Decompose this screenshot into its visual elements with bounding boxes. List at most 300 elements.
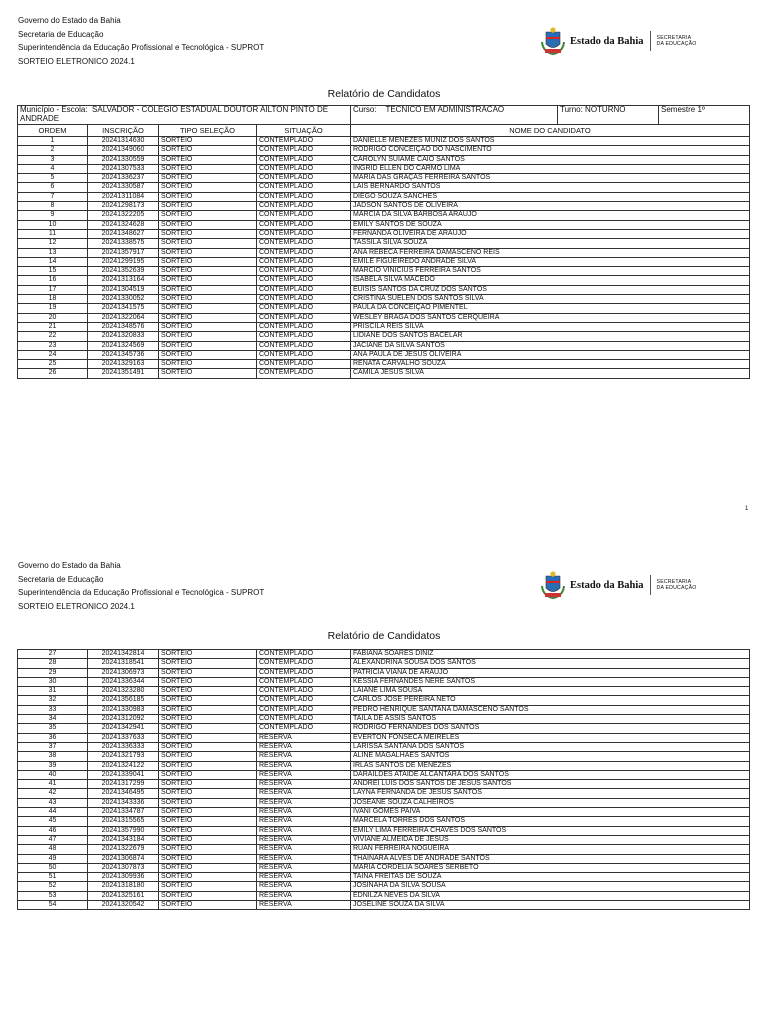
situacao-cell: CONTEMPLADO bbox=[257, 164, 351, 173]
situacao-cell: CONTEMPLADO bbox=[257, 677, 351, 686]
situacao-cell: RESERVA bbox=[257, 891, 351, 900]
inscricao-cell: 20241299195 bbox=[88, 257, 159, 266]
inscricao-cell: 20241334787 bbox=[88, 808, 159, 817]
tipo-cell: SORTEIO bbox=[159, 369, 257, 378]
table-row bbox=[18, 687, 750, 696]
ordem-cell: 33 bbox=[18, 705, 88, 714]
inscricao-cell: 20241330587 bbox=[88, 183, 159, 192]
situacao-cell: RESERVA bbox=[257, 854, 351, 863]
ordem-cell: 11 bbox=[18, 229, 88, 238]
tipo-cell: SORTEIO bbox=[159, 742, 257, 751]
tipo-cell: SORTEIO bbox=[159, 659, 257, 668]
inscricao-cell: 20241317299 bbox=[88, 780, 159, 789]
tipo-cell: SORTEIO bbox=[159, 752, 257, 761]
nome-cell: VIVIANE ALMEIDA DE JESUS bbox=[351, 835, 750, 844]
tipo-cell: SORTEIO bbox=[159, 360, 257, 369]
situacao-cell: RESERVA bbox=[257, 789, 351, 798]
situacao-cell: RESERVA bbox=[257, 808, 351, 817]
inscricao-cell: 20241306874 bbox=[88, 854, 159, 863]
nome-cell: EMILY LIMA FERREIRA CHAVES DOS SANTOS bbox=[351, 826, 750, 835]
situacao-cell: CONTEMPLADO bbox=[257, 650, 351, 659]
header-government: Governo do Estado da Bahia bbox=[18, 561, 121, 570]
header-draw-name: SORTEIO ELETRONICO 2024.1 bbox=[18, 601, 135, 611]
tipo-cell: SORTEIO bbox=[159, 276, 257, 285]
ordem-cell: 25 bbox=[18, 360, 88, 369]
tipo-cell: SORTEIO bbox=[159, 677, 257, 686]
nome-cell: LARISSA SANTANA DOS SANTOS bbox=[351, 742, 750, 751]
situacao-cell: RESERVA bbox=[257, 845, 351, 854]
ordem-cell: 23 bbox=[18, 341, 88, 350]
nome-cell: JADSON SANTOS DE OLIVEIRA bbox=[351, 202, 750, 211]
situacao-cell: RESERVA bbox=[257, 835, 351, 844]
ordem-cell: 14 bbox=[18, 257, 88, 266]
inscricao-cell: 20241336237 bbox=[88, 174, 159, 183]
nome-cell: ALINE MAGALHAES SANTOS bbox=[351, 752, 750, 761]
nome-cell: EMILE FIGUEIREDO ANDRADE SILVA bbox=[351, 257, 750, 266]
tipo-cell: SORTEIO bbox=[159, 183, 257, 192]
inscricao-cell: 20241330983 bbox=[88, 705, 159, 714]
nome-cell: MARIA CORDELIA SOARES SERBETO bbox=[351, 863, 750, 872]
ordem-cell: 38 bbox=[18, 752, 88, 761]
situacao-cell: CONTEMPLADO bbox=[257, 715, 351, 724]
situacao-cell: CONTEMPLADO bbox=[257, 257, 351, 266]
ordem-cell: 15 bbox=[18, 267, 88, 276]
situacao-cell: CONTEMPLADO bbox=[257, 360, 351, 369]
page-number: 1 bbox=[745, 506, 749, 512]
document-header bbox=[18, 14, 264, 68]
table-row bbox=[18, 668, 750, 677]
situacao-cell: CONTEMPLADO bbox=[257, 687, 351, 696]
nome-cell: JOSINAHA DA SILVA SOUSA bbox=[351, 882, 750, 891]
ordem-cell: 32 bbox=[18, 696, 88, 705]
situacao-cell: CONTEMPLADO bbox=[257, 285, 351, 294]
nome-cell: JOSEANE SOUZA CALHEIROS bbox=[351, 798, 750, 807]
inscricao-cell: 20241351491 bbox=[88, 369, 159, 378]
inscricao-cell: 20241356185 bbox=[88, 696, 159, 705]
table-row bbox=[18, 770, 750, 779]
tipo-cell: SORTEIO bbox=[159, 901, 257, 910]
ordem-cell: 27 bbox=[18, 650, 88, 659]
inscricao-cell: 20241314630 bbox=[88, 137, 159, 146]
table-row bbox=[18, 677, 750, 686]
inscricao-cell: 20241322679 bbox=[88, 845, 159, 854]
tipo-cell: SORTEIO bbox=[159, 696, 257, 705]
nome-cell: THAINARA ALVES DE ANDRADE SANTOS bbox=[351, 854, 750, 863]
tipo-cell: SORTEIO bbox=[159, 202, 257, 211]
situacao-cell: CONTEMPLADO bbox=[257, 239, 351, 248]
document-header bbox=[18, 559, 264, 613]
ordem-cell: 3 bbox=[18, 155, 88, 164]
ordem-cell: 10 bbox=[18, 220, 88, 229]
tipo-cell: SORTEIO bbox=[159, 845, 257, 854]
inscricao-cell: 20241357917 bbox=[88, 248, 159, 257]
ordem-cell: 51 bbox=[18, 873, 88, 882]
nome-cell: LAIANE LIMA SOUSA bbox=[351, 687, 750, 696]
situacao-cell: CONTEMPLADO bbox=[257, 174, 351, 183]
table-row bbox=[18, 854, 750, 863]
nome-cell: FABIANA SOARES DINIZ bbox=[351, 650, 750, 659]
ordem-cell: 24 bbox=[18, 350, 88, 359]
table-row bbox=[18, 192, 750, 201]
situacao-cell: CONTEMPLADO bbox=[257, 304, 351, 313]
tipo-cell: SORTEIO bbox=[159, 650, 257, 659]
nome-cell: TAILA DE ASSIS SANTOS bbox=[351, 715, 750, 724]
table-meta-row bbox=[18, 106, 750, 125]
tipo-cell: SORTEIO bbox=[159, 826, 257, 835]
table-row bbox=[18, 845, 750, 854]
inscricao-cell: 20241324628 bbox=[88, 220, 159, 229]
situacao-cell: RESERVA bbox=[257, 901, 351, 910]
ordem-cell: 9 bbox=[18, 211, 88, 220]
table-column-headers bbox=[18, 125, 750, 137]
nome-cell: DARAILDES ATAIDE ALCÂNTARA DOS SANTOS bbox=[351, 770, 750, 779]
table-row bbox=[18, 211, 750, 220]
situacao-cell: CONTEMPLADO bbox=[257, 220, 351, 229]
nome-cell: RODRIGO FERNANDES DOS SANTOS bbox=[351, 724, 750, 733]
table-row bbox=[18, 798, 750, 807]
tipo-cell: SORTEIO bbox=[159, 332, 257, 341]
nome-cell: TASSILA SILVA SOUZA bbox=[351, 239, 750, 248]
table-row bbox=[18, 220, 750, 229]
nome-cell: JOSELINE SOUZA DA SILVA bbox=[351, 901, 750, 910]
table-row bbox=[18, 873, 750, 882]
situacao-cell: CONTEMPLADO bbox=[257, 192, 351, 201]
situacao-cell: CONTEMPLADO bbox=[257, 211, 351, 220]
logo-divider bbox=[650, 575, 651, 595]
nome-cell: ANA REBECA FERREIRA DAMASCENO REIS bbox=[351, 248, 750, 257]
situacao-cell: CONTEMPLADO bbox=[257, 369, 351, 378]
situacao-cell: RESERVA bbox=[257, 826, 351, 835]
inscricao-cell: 20241348576 bbox=[88, 322, 159, 331]
inscricao-cell: 20241345736 bbox=[88, 350, 159, 359]
nome-cell: LIDIANE DOS SANTOS BACELAR bbox=[351, 332, 750, 341]
tipo-cell: SORTEIO bbox=[159, 835, 257, 844]
ordem-cell: 22 bbox=[18, 332, 88, 341]
ordem-cell: 26 bbox=[18, 369, 88, 378]
inscricao-cell: 20241318541 bbox=[88, 659, 159, 668]
nome-cell: ISABELA SILVA MACEDO bbox=[351, 276, 750, 285]
tipo-cell: SORTEIO bbox=[159, 211, 257, 220]
situacao-cell: CONTEMPLADO bbox=[257, 724, 351, 733]
inscricao-cell: 20241322205 bbox=[88, 211, 159, 220]
inscricao-cell: 20241352639 bbox=[88, 267, 159, 276]
situacao-cell: RESERVA bbox=[257, 761, 351, 770]
situacao-cell: CONTEMPLADO bbox=[257, 295, 351, 304]
tipo-cell: SORTEIO bbox=[159, 808, 257, 817]
inscricao-cell: 20241309936 bbox=[88, 873, 159, 882]
ordem-cell: 35 bbox=[18, 724, 88, 733]
tipo-cell: SORTEIO bbox=[159, 350, 257, 359]
ordem-cell: 20 bbox=[18, 313, 88, 322]
header-draw-name: SORTEIO ELETRONICO 2024.1 bbox=[18, 56, 135, 66]
nome-cell: MARCELA TORRES DOS SANTOS bbox=[351, 817, 750, 826]
nome-cell: RODRIGO CONCEIÇÃO DO NASCIMENTO bbox=[351, 146, 750, 155]
ordem-cell: 17 bbox=[18, 285, 88, 294]
logo-state-name: Estado da Bahia bbox=[570, 579, 644, 591]
nome-cell: PAULA DA CONCEIÇÃO PIMENTEL bbox=[351, 304, 750, 313]
tipo-cell: SORTEIO bbox=[159, 668, 257, 677]
ordem-cell: 8 bbox=[18, 202, 88, 211]
situacao-cell: CONTEMPLADO bbox=[257, 659, 351, 668]
situacao-cell: RESERVA bbox=[257, 798, 351, 807]
nome-cell: CRISTINA SUELEN DOS SANTOS SILVA bbox=[351, 295, 750, 304]
ordem-cell: 48 bbox=[18, 845, 88, 854]
tipo-cell: SORTEIO bbox=[159, 192, 257, 201]
nome-cell: WESLEY BRAGA DOS SANTOS CERQUEIRA bbox=[351, 313, 750, 322]
logo-divider bbox=[650, 31, 651, 51]
nome-cell: DANIELLE MENEZES MUNIZ DOS SANTOS bbox=[351, 137, 750, 146]
nome-cell: CARLOS JOSE PEREIRA NETO bbox=[351, 696, 750, 705]
nome-cell: MARCIO VINICIUS FERREIRA SANTOS bbox=[351, 267, 750, 276]
inscricao-cell: 20241307533 bbox=[88, 164, 159, 173]
inscricao-cell: 20241337633 bbox=[88, 733, 159, 742]
situacao-cell: CONTEMPLADO bbox=[257, 696, 351, 705]
table-row bbox=[18, 891, 750, 900]
table-row bbox=[18, 742, 750, 751]
inscricao-cell: 20241320833 bbox=[88, 332, 159, 341]
nome-cell: EUISIS SANTOS DA CRUZ DOS SANTOS bbox=[351, 285, 750, 294]
situacao-cell: CONTEMPLADO bbox=[257, 146, 351, 155]
header-government: Governo do Estado da Bahia bbox=[18, 16, 121, 25]
tipo-cell: SORTEIO bbox=[159, 285, 257, 294]
tipo-cell: SORTEIO bbox=[159, 220, 257, 229]
nome-cell: PEDRO HENRIQUE SANTANA DAMASCENO SANTOS bbox=[351, 705, 750, 714]
table-row bbox=[18, 322, 750, 331]
table-row bbox=[18, 304, 750, 313]
ordem-cell: 18 bbox=[18, 295, 88, 304]
shift-cell: Turno: NOTURNO bbox=[558, 106, 659, 125]
table-row bbox=[18, 155, 750, 164]
tipo-cell: SORTEIO bbox=[159, 257, 257, 266]
inscricao-cell: 20241322064 bbox=[88, 313, 159, 322]
nome-cell: RENATA CARVALHO SOUZA bbox=[351, 360, 750, 369]
table-row bbox=[18, 248, 750, 257]
ordem-cell: 1 bbox=[18, 137, 88, 146]
table-row bbox=[18, 257, 750, 266]
nome-cell: DIEGO SOUZA SANCHES bbox=[351, 192, 750, 201]
inscricao-cell: 20241318180 bbox=[88, 882, 159, 891]
report-page-2 bbox=[0, 556, 768, 1024]
table-row bbox=[18, 789, 750, 798]
table-row bbox=[18, 733, 750, 742]
nome-cell: KESSIA FERNANDES NERE SANTOS bbox=[351, 677, 750, 686]
tipo-cell: SORTEIO bbox=[159, 174, 257, 183]
situacao-cell: CONTEMPLADO bbox=[257, 313, 351, 322]
header-superintendency: Superintendência da Educação Profissional e Tecnológica - SUPROT bbox=[18, 588, 265, 597]
tipo-cell: SORTEIO bbox=[159, 687, 257, 696]
table-row bbox=[18, 164, 750, 173]
situacao-cell: CONTEMPLADO bbox=[257, 183, 351, 192]
table-row bbox=[18, 835, 750, 844]
inscricao-cell: 20241336333 bbox=[88, 742, 159, 751]
ordem-cell: 45 bbox=[18, 817, 88, 826]
table-row bbox=[18, 696, 750, 705]
nome-cell: EDNILZA NEVES DA SILVA bbox=[351, 891, 750, 900]
table-row bbox=[18, 659, 750, 668]
situacao-cell: RESERVA bbox=[257, 770, 351, 779]
situacao-cell: CONTEMPLADO bbox=[257, 276, 351, 285]
nome-cell: INGRID ELLEN DO CARMO LIMA bbox=[351, 164, 750, 173]
inscricao-cell: 20241313164 bbox=[88, 276, 159, 285]
nome-cell: CAROLYN SUIAME CAIO SANTOS bbox=[351, 155, 750, 164]
table-row bbox=[18, 882, 750, 891]
tipo-cell: SORTEIO bbox=[159, 137, 257, 146]
table-row bbox=[18, 863, 750, 872]
col-ordem: ORDEM bbox=[18, 125, 88, 137]
inscricao-cell: 20241312092 bbox=[88, 715, 159, 724]
inscricao-cell: 20241315565 bbox=[88, 817, 159, 826]
tipo-cell: SORTEIO bbox=[159, 854, 257, 863]
course-cell: Curso: TECNICO EM ADMINISTRACAO bbox=[351, 106, 558, 125]
inscricao-cell: 20241311084 bbox=[88, 192, 159, 201]
table-row bbox=[18, 650, 750, 659]
inscricao-cell: 20241320542 bbox=[88, 901, 159, 910]
table-row bbox=[18, 761, 750, 770]
tipo-cell: SORTEIO bbox=[159, 733, 257, 742]
table-row bbox=[18, 901, 750, 910]
inscricao-cell: 20241339041 bbox=[88, 770, 159, 779]
table-row bbox=[18, 724, 750, 733]
inscricao-cell: 20241338575 bbox=[88, 239, 159, 248]
ordem-cell: 13 bbox=[18, 248, 88, 257]
situacao-cell: RESERVA bbox=[257, 742, 351, 751]
ordem-cell: 19 bbox=[18, 304, 88, 313]
situacao-cell: CONTEMPLADO bbox=[257, 668, 351, 677]
col-tipo: TIPO SELEÇÃO bbox=[159, 125, 257, 137]
table-row bbox=[18, 817, 750, 826]
tipo-cell: SORTEIO bbox=[159, 863, 257, 872]
inscricao-cell: 20241307873 bbox=[88, 863, 159, 872]
ordem-cell: 12 bbox=[18, 239, 88, 248]
table-row bbox=[18, 146, 750, 155]
ordem-cell: 39 bbox=[18, 761, 88, 770]
report-title: Relatório de Candidatos bbox=[327, 88, 441, 100]
table-row bbox=[18, 350, 750, 359]
candidates-table bbox=[17, 105, 750, 379]
table-row bbox=[18, 752, 750, 761]
ordem-cell: 21 bbox=[18, 322, 88, 331]
logo-secretariat: SECRETARIA DA EDUCAÇÃO bbox=[656, 35, 697, 47]
header-superintendency: Superintendência da Educação Profissional e Tecnológica - SUPROT bbox=[18, 43, 265, 52]
inscricao-cell: 20241324122 bbox=[88, 761, 159, 770]
tipo-cell: SORTEIO bbox=[159, 798, 257, 807]
ordem-cell: 53 bbox=[18, 891, 88, 900]
situacao-cell: CONTEMPLADO bbox=[257, 248, 351, 257]
col-situacao: SITUAÇÃO bbox=[257, 125, 351, 137]
coat-of-arms-icon bbox=[540, 26, 566, 56]
situacao-cell: CONTEMPLADO bbox=[257, 137, 351, 146]
situacao-cell: CONTEMPLADO bbox=[257, 229, 351, 238]
table-row bbox=[18, 174, 750, 183]
table-row bbox=[18, 369, 750, 378]
tipo-cell: SORTEIO bbox=[159, 239, 257, 248]
tipo-cell: SORTEIO bbox=[159, 164, 257, 173]
tipo-cell: SORTEIO bbox=[159, 817, 257, 826]
ordem-cell: 52 bbox=[18, 882, 88, 891]
tipo-cell: SORTEIO bbox=[159, 155, 257, 164]
table-row bbox=[18, 826, 750, 835]
ordem-cell: 40 bbox=[18, 770, 88, 779]
inscricao-cell: 20241348627 bbox=[88, 229, 159, 238]
situacao-cell: RESERVA bbox=[257, 780, 351, 789]
nome-cell: RUAN FERREIRA NOGUEIRA bbox=[351, 845, 750, 854]
col-nome: NOME DO CANDIDATO bbox=[351, 125, 750, 137]
tipo-cell: SORTEIO bbox=[159, 724, 257, 733]
situacao-cell: RESERVA bbox=[257, 817, 351, 826]
inscricao-cell: 20241304519 bbox=[88, 285, 159, 294]
ordem-cell: 6 bbox=[18, 183, 88, 192]
table-row bbox=[18, 229, 750, 238]
nome-cell: ALEXANDRINA SOUSA DOS SANTOS bbox=[351, 659, 750, 668]
situacao-cell: CONTEMPLADO bbox=[257, 350, 351, 359]
header-secretariat: Secretaria de Educação bbox=[18, 574, 104, 584]
tipo-cell: SORTEIO bbox=[159, 882, 257, 891]
table-row bbox=[18, 267, 750, 276]
tipo-cell: SORTEIO bbox=[159, 248, 257, 257]
inscricao-cell: 20241336344 bbox=[88, 677, 159, 686]
inscricao-cell: 20241306973 bbox=[88, 668, 159, 677]
tipo-cell: SORTEIO bbox=[159, 341, 257, 350]
logo-state-name: Estado da Bahia bbox=[570, 35, 644, 47]
nome-cell: MARIA DAS GRAÇAS FERREIRA SANTOS bbox=[351, 174, 750, 183]
col-inscricao: INSCRIÇÃO bbox=[88, 125, 159, 137]
table-row bbox=[18, 285, 750, 294]
situacao-cell: CONTEMPLADO bbox=[257, 202, 351, 211]
tipo-cell: SORTEIO bbox=[159, 891, 257, 900]
ordem-cell: 28 bbox=[18, 659, 88, 668]
school-cell: Município - Escola: SALVADOR - COLEGIO ESTADUAL DOUTOR AILTON PINTO DE ANDRADE bbox=[18, 106, 351, 125]
nome-cell: PATRICIA VIANA DE ARAUJO bbox=[351, 668, 750, 677]
semester-cell: Semestre 1º bbox=[659, 106, 750, 125]
inscricao-cell: 20241298173 bbox=[88, 202, 159, 211]
candidates-table bbox=[17, 649, 750, 910]
header-secretariat: Secretaria de Educação bbox=[18, 29, 104, 39]
inscricao-cell: 20241321793 bbox=[88, 752, 159, 761]
table-row bbox=[18, 705, 750, 714]
ordem-cell: 7 bbox=[18, 192, 88, 201]
inscricao-cell: 20241329163 bbox=[88, 360, 159, 369]
nome-cell: IRLAS SANTOS DE MENEZES bbox=[351, 761, 750, 770]
table-row bbox=[18, 239, 750, 248]
nome-cell: LAIS BERNARDO SANTOS bbox=[351, 183, 750, 192]
nome-cell: EMILY SANTOS DE SOUZA bbox=[351, 220, 750, 229]
nome-cell: TAINA FREITAS DE SOUZA bbox=[351, 873, 750, 882]
table-row bbox=[18, 276, 750, 285]
nome-cell: ANDREI LUIS DOS SANTOS DE JESUS SANTOS bbox=[351, 780, 750, 789]
coat-of-arms-icon bbox=[540, 570, 566, 600]
ordem-cell: 4 bbox=[18, 164, 88, 173]
nome-cell: ANA PAULA DE JESUS OLIVEIRA bbox=[351, 350, 750, 359]
inscricao-cell: 20241341575 bbox=[88, 304, 159, 313]
ordem-cell: 46 bbox=[18, 826, 88, 835]
inscricao-cell: 20241330052 bbox=[88, 295, 159, 304]
inscricao-cell: 20241342941 bbox=[88, 724, 159, 733]
ordem-cell: 29 bbox=[18, 668, 88, 677]
inscricao-cell: 20241330559 bbox=[88, 155, 159, 164]
tipo-cell: SORTEIO bbox=[159, 770, 257, 779]
ordem-cell: 34 bbox=[18, 715, 88, 724]
tipo-cell: SORTEIO bbox=[159, 229, 257, 238]
ordem-cell: 41 bbox=[18, 780, 88, 789]
tipo-cell: SORTEIO bbox=[159, 761, 257, 770]
tipo-cell: SORTEIO bbox=[159, 295, 257, 304]
situacao-cell: CONTEMPLADO bbox=[257, 705, 351, 714]
ordem-cell: 47 bbox=[18, 835, 88, 844]
situacao-cell: CONTEMPLADO bbox=[257, 322, 351, 331]
tipo-cell: SORTEIO bbox=[159, 873, 257, 882]
situacao-cell: RESERVA bbox=[257, 873, 351, 882]
inscricao-cell: 20241325161 bbox=[88, 891, 159, 900]
